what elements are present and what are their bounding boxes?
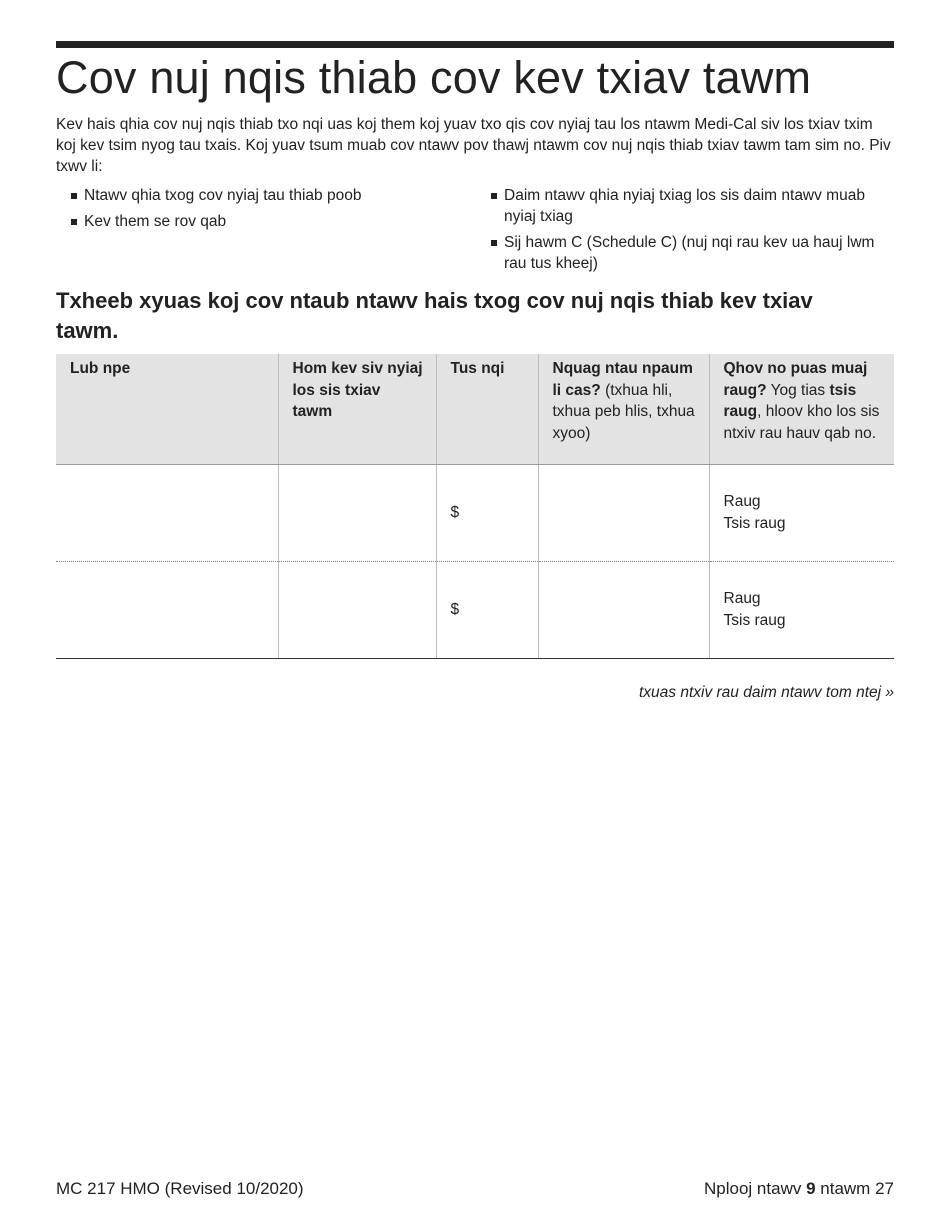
option-no[interactable]: Tsis raug bbox=[723, 514, 786, 532]
cell-ongoing-options bbox=[709, 464, 894, 561]
cell-purpose[interactable] bbox=[278, 464, 436, 561]
page-prefix: Nplooj ntawv bbox=[704, 1179, 807, 1198]
table-row bbox=[56, 561, 894, 658]
page-total: 27 bbox=[875, 1179, 894, 1198]
cell-ongoing-options bbox=[709, 561, 894, 658]
option-no[interactable]: Tsis raug bbox=[723, 611, 786, 629]
list-item: Sij hawm C (Schedule C) (nuj nqi rau kev ua hauj lwm rau tus kheej) bbox=[490, 232, 890, 274]
header-ongoing-text: Yog tias bbox=[766, 381, 830, 399]
header-ongoing-tail: , hloov kho los sis ntxiv rau hauv qab no. bbox=[723, 403, 880, 442]
examples-list-left bbox=[70, 185, 450, 237]
header-ongoing bbox=[709, 354, 894, 464]
cell-amount[interactable]: $ bbox=[436, 561, 538, 658]
header-ongoing-bold: tsis raug bbox=[723, 381, 857, 420]
header-frequency-label: Nquag ntau npaum li cas? bbox=[552, 360, 693, 399]
form-id: MC 217 HMO (Revised 10/2020) bbox=[56, 1179, 304, 1198]
top-rule bbox=[56, 41, 894, 48]
header-frequency bbox=[538, 354, 709, 464]
table-header-row bbox=[56, 354, 894, 464]
cell-frequency[interactable] bbox=[538, 561, 709, 658]
header-ongoing-question: Qhov no puas muaj raug? bbox=[723, 360, 868, 399]
cell-name[interactable] bbox=[56, 464, 278, 561]
option-yes[interactable]: Raug bbox=[723, 590, 761, 607]
header-name: Lub npe bbox=[56, 354, 278, 464]
cell-purpose[interactable] bbox=[278, 561, 436, 658]
header-amount: Tus nqi bbox=[436, 354, 538, 464]
list-item: Kev them se rov qab bbox=[70, 211, 450, 232]
examples-list-right bbox=[490, 185, 890, 279]
section-heading: Txheeb xyuas koj cov ntaub ntawv hais txog cov nuj nqis thiab kev txiav tawm. bbox=[56, 288, 813, 343]
page-title: Cov nuj nqis thiab cov kev txiav tawm bbox=[56, 52, 812, 103]
header-purpose: Hom kev siv nyiaj los sis txiav tawm bbox=[278, 354, 436, 464]
cell-amount[interactable]: $ bbox=[436, 464, 538, 561]
intro-paragraph: Kev hais qhia cov nuj nqis thiab txo nqi uas koj them koj yuav txo qis cov nyiaj tau los ntawm Medi-Cal siv los txiav txim koj kev tsim nyog tau txais. Koj yuav tsum muab cov ntawv pov thawj ntawm cov nuj nqis thiab txiav tawm tam sim no. Piv txwv li: bbox=[56, 116, 891, 175]
expenses-table bbox=[56, 354, 894, 659]
list-item: Ntawv qhia txog cov nyiaj tau thiab poob bbox=[70, 185, 450, 206]
table-row bbox=[56, 464, 894, 561]
page-number bbox=[704, 1179, 894, 1199]
cell-name[interactable] bbox=[56, 561, 278, 658]
list-item: Daim ntawv qhia nyiaj txiag los sis daim ntawv muab nyiaj txiag bbox=[490, 185, 890, 227]
page-current: 9 bbox=[806, 1179, 816, 1198]
continue-note: txuas ntxiv rau daim ntawv tom ntej » bbox=[638, 684, 894, 701]
page-mid: ntawm bbox=[815, 1179, 876, 1198]
cell-frequency[interactable] bbox=[538, 464, 709, 561]
header-frequency-note: (txhua hli, txhua peb hlis, txhua xyoo) bbox=[552, 381, 695, 442]
option-yes[interactable]: Raug bbox=[723, 493, 761, 510]
